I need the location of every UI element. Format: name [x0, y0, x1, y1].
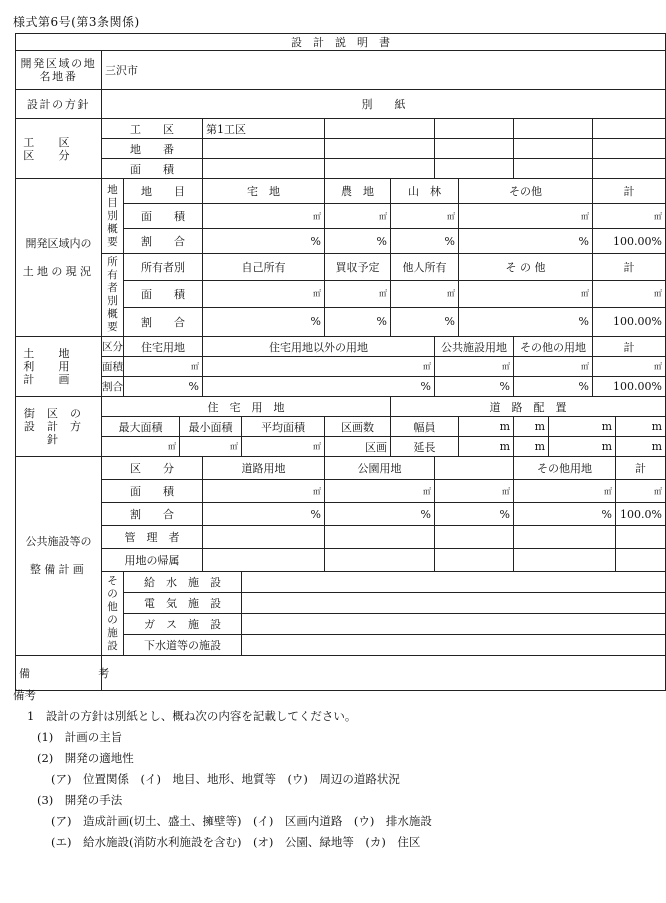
public-cell[interactable] [325, 549, 435, 572]
unit-label[interactable]: ㎡ [124, 357, 203, 377]
use-header: 住宅用地以外の用地 [203, 337, 435, 357]
land-header: 計 [593, 179, 666, 204]
block-length-label: 延長 [391, 437, 459, 457]
public-row-label: 管 理 者 [102, 526, 203, 549]
public-header[interactable] [435, 457, 514, 480]
land-row-label: 面 積 [124, 280, 203, 307]
public-header: その他用地 [514, 457, 616, 480]
use-header: 公共施設用地 [435, 337, 514, 357]
land-header: そ の 他 [459, 254, 593, 281]
other-facility-label: 給 水 施 設 [124, 572, 242, 593]
district-cell[interactable] [514, 159, 593, 179]
unit-label[interactable]: ㎡ [325, 204, 391, 229]
unit-label[interactable]: % [203, 377, 435, 397]
unit-label[interactable]: ㎡ [391, 204, 459, 229]
unit-label[interactable]: m [616, 437, 666, 457]
other-facility-value[interactable] [242, 614, 666, 635]
notes-line: (ア) 造成計画(切土、盛土、擁壁等) (イ) 区画内道路 (ウ) 排水施設 [51, 814, 432, 828]
notes-line: (3) 開発の手法 [37, 793, 123, 807]
unit-label[interactable]: m [616, 417, 666, 437]
public-label-2: 整備計画 [29, 563, 88, 576]
unit-label[interactable]: % [391, 307, 459, 336]
block-header: 区画数 [325, 417, 391, 437]
district-cell[interactable] [325, 119, 435, 139]
public-cell[interactable] [616, 526, 666, 549]
land-header: 地 目 [124, 179, 203, 204]
unit-label[interactable]: ㎡ [593, 204, 666, 229]
policy-label: 設計の方針 [16, 90, 102, 119]
unit-label[interactable]: m [514, 437, 549, 457]
other-facility-label: ガ ス 施 設 [124, 614, 242, 635]
land-row-label: 割 合 [124, 229, 203, 254]
use-header: 住宅用地 [124, 337, 203, 357]
use-row-label: 割合 [102, 377, 124, 397]
block-housing-label: 住 宅 用 地 [102, 397, 391, 417]
land-header: 山 林 [391, 179, 459, 204]
unit-label[interactable]: ㎡ [242, 437, 325, 457]
public-cell[interactable] [514, 526, 616, 549]
design-description-form [15, 33, 666, 691]
unit-label[interactable]: ㎡ [435, 357, 514, 377]
unit-label[interactable]: % [435, 377, 514, 397]
district-cell[interactable] [435, 119, 514, 139]
unit-label[interactable]: ㎡ [325, 280, 391, 307]
unit-label[interactable]: ㎡ [102, 437, 180, 457]
unit-label[interactable]: % [325, 229, 391, 254]
land-header: 自己所有 [203, 254, 325, 281]
notes-heading: 備考 [13, 688, 36, 702]
other-facility-value[interactable] [242, 593, 666, 614]
lot-unit-label[interactable]: 区画 [325, 437, 391, 457]
form-number: 様式第6号(第3条関係) [13, 15, 140, 29]
district-cell[interactable] [325, 139, 435, 159]
public-header: 区 分 [102, 457, 203, 480]
unit-label[interactable]: ㎡ [180, 437, 242, 457]
public-facilities-label [16, 457, 102, 656]
district-cell[interactable] [514, 119, 593, 139]
public-header: 計 [616, 457, 666, 480]
public-cell[interactable] [435, 549, 514, 572]
district-cell[interactable] [203, 159, 325, 179]
block-header: 幅員 [391, 417, 459, 437]
land-row-label: 割 合 [124, 307, 203, 336]
district-label: 工区区分 [16, 119, 102, 179]
unit-label[interactable]: % [203, 503, 325, 526]
unit-label[interactable]: ㎡ [203, 480, 325, 503]
other-facility-label: 下水道等の施設 [124, 635, 242, 656]
district-cell[interactable] [435, 139, 514, 159]
unit-label[interactable]: % [514, 503, 616, 526]
other-facilities-label: そ の 他 の 施 設 [102, 572, 124, 656]
public-header: 公園用地 [325, 457, 435, 480]
unit-label[interactable]: ㎡ [459, 280, 593, 307]
unit-label[interactable]: % [459, 307, 593, 336]
block-road-label: 道 路 配 置 [391, 397, 666, 417]
block-header: 平均面積 [242, 417, 325, 437]
use-header: 計 [593, 337, 666, 357]
unit-label[interactable]: m [549, 417, 616, 437]
public-label-1: 公共施設等の [25, 535, 92, 548]
district-cell[interactable] [593, 119, 666, 139]
district-cell[interactable] [593, 139, 666, 159]
land-group1-label: 地 目 別 概 要 [102, 179, 124, 254]
unit-label[interactable]: % [203, 307, 325, 336]
district-cell[interactable] [514, 139, 593, 159]
policy-value: 別 紙 [102, 90, 666, 119]
land-header: 宅 地 [203, 179, 325, 204]
use-row-label: 面積 [102, 357, 124, 377]
land-header: 他人所有 [391, 254, 459, 281]
land-status-label-1: 開発区域内の [25, 236, 92, 250]
district-cell[interactable] [203, 139, 325, 159]
land-header: その他 [459, 179, 593, 204]
area-name-label: 開発区域の地名地番 [16, 51, 102, 90]
public-cell[interactable] [514, 549, 616, 572]
unit-label[interactable]: % [325, 307, 391, 336]
unit-label[interactable]: % [435, 503, 514, 526]
remarks-label: 備 考 [16, 656, 102, 691]
total-percent: 100.00% [593, 307, 666, 336]
unit-label[interactable]: % [325, 503, 435, 526]
land-status-label-2: 土地の現況 [22, 264, 95, 278]
public-row-label: 面 積 [102, 480, 203, 503]
other-facility-value[interactable] [242, 572, 666, 593]
notes-line: (2) 開発の適地性 [37, 751, 134, 765]
unit-label[interactable]: % [203, 229, 325, 254]
public-cell[interactable] [616, 549, 666, 572]
district-row-label: 地 番 [102, 139, 203, 159]
unit-label[interactable]: ㎡ [514, 480, 616, 503]
unit-label[interactable]: ㎡ [593, 280, 666, 307]
unit-label[interactable]: ㎡ [514, 357, 593, 377]
notes-line: (エ) 給水施設(消防水利施設を含む) (オ) 公園、緑地等 (カ) 住区 [51, 835, 421, 849]
land-header: 農 地 [325, 179, 391, 204]
unit-label[interactable]: m [459, 437, 514, 457]
public-cell[interactable] [435, 526, 514, 549]
notes-section [13, 685, 613, 853]
district-row-label: 面 積 [102, 159, 203, 179]
unit-label[interactable]: ㎡ [435, 480, 514, 503]
unit-label[interactable]: % [391, 229, 459, 254]
notes-line: 1 設計の方針は別紙とし、概ね次の内容を記載してください。 [27, 709, 357, 723]
land-group2-label: 所 有 者 別 概 要 [102, 254, 124, 337]
notes-line: (1) 計画の主旨 [37, 730, 123, 744]
use-header: その他の用地 [514, 337, 593, 357]
unit-label[interactable]: m [514, 417, 549, 437]
block-header: 最小面積 [180, 417, 242, 437]
unit-label[interactable]: m [549, 437, 616, 457]
block-policy-label: 街区の設計方針 [16, 397, 102, 457]
form-title: 設 計 説 明 書 [16, 34, 666, 51]
use-header: 区分 [102, 337, 124, 357]
land-header: 所有者別 [124, 254, 203, 281]
unit-label[interactable]: ㎡ [325, 480, 435, 503]
district-cell[interactable] [325, 159, 435, 179]
unit-label[interactable]: ㎡ [593, 357, 666, 377]
district-row-label: 工 区 [102, 119, 203, 139]
public-cell[interactable] [203, 549, 325, 572]
land-row-label: 面 積 [124, 204, 203, 229]
unit-label[interactable]: ㎡ [203, 280, 325, 307]
unit-label[interactable]: % [514, 377, 593, 397]
other-facility-value[interactable] [242, 635, 666, 656]
public-row-label: 割 合 [102, 503, 203, 526]
district-first[interactable]: 第1工区 [203, 119, 325, 139]
block-header: 最大面積 [102, 417, 180, 437]
district-cell[interactable] [435, 159, 514, 179]
unit-label[interactable]: ㎡ [391, 280, 459, 307]
unit-label[interactable]: m [459, 417, 514, 437]
total-percent: 100.0% [616, 503, 666, 526]
area-name-value[interactable]: 三沢市 [102, 51, 666, 90]
unit-label[interactable]: ㎡ [203, 204, 325, 229]
public-cell[interactable] [325, 526, 435, 549]
land-header: 買収予定 [325, 254, 391, 281]
total-percent: 100.00% [593, 229, 666, 254]
unit-label[interactable]: % [459, 229, 593, 254]
total-percent: 100.00% [593, 377, 666, 397]
public-cell[interactable] [203, 526, 325, 549]
public-row-label: 用地の帰属 [102, 549, 203, 572]
unit-label[interactable]: ㎡ [459, 204, 593, 229]
land-header: 計 [593, 254, 666, 281]
unit-label[interactable]: % [124, 377, 203, 397]
public-header: 道路用地 [203, 457, 325, 480]
unit-label[interactable]: ㎡ [203, 357, 435, 377]
district-cell[interactable] [593, 159, 666, 179]
notes-line: (ア) 位置関係 (イ) 地目、地形、地質等 (ウ) 周辺の道路状況 [51, 772, 400, 786]
land-status-label [16, 179, 102, 337]
land-use-label: 土地利用計画 [16, 337, 102, 397]
other-facility-label: 電 気 施 設 [124, 593, 242, 614]
unit-label[interactable]: ㎡ [616, 480, 666, 503]
